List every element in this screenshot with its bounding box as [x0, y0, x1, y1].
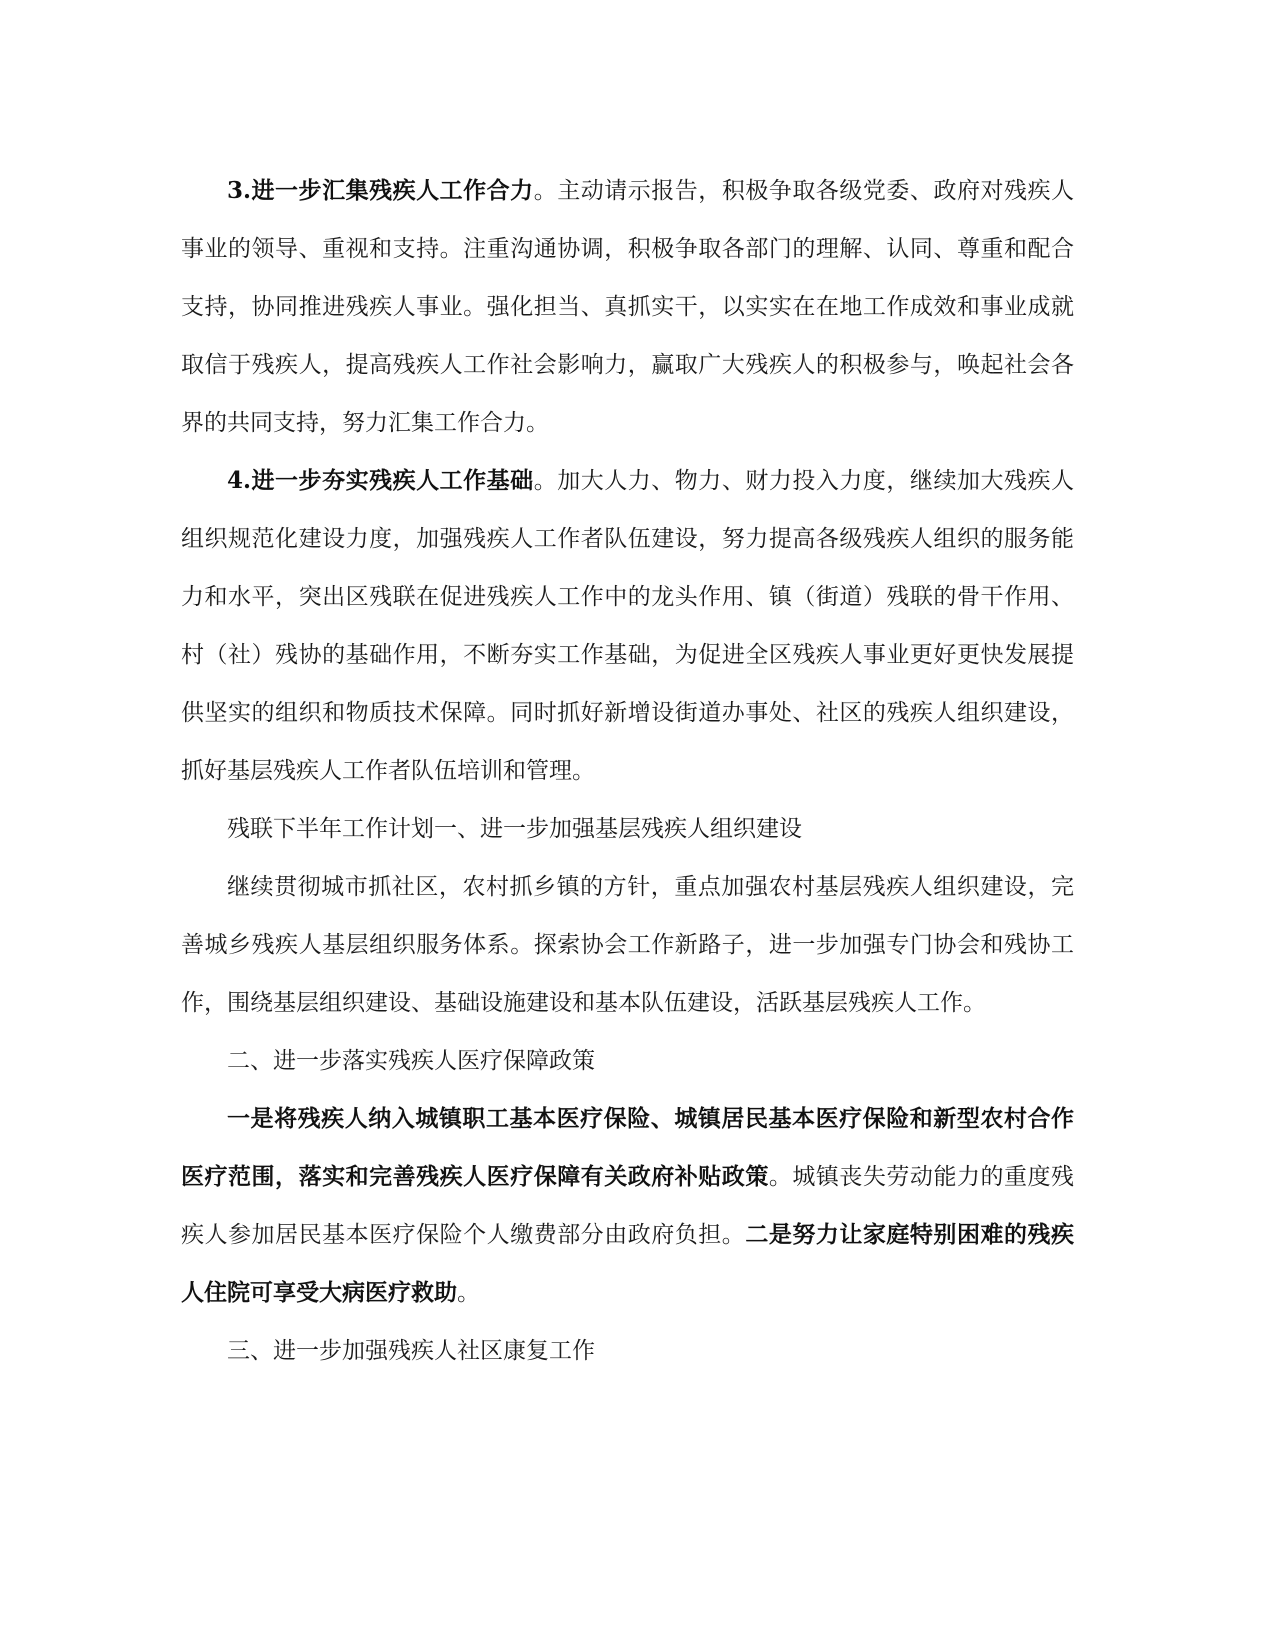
- section-title-3: [181, 1322, 1074, 1380]
- paragraph-text: 。加大人力、物力、财力投入力度，继续加大残疾人组织规范化建设力度，加强残疾人工作者队伍建设，努力提高各级残疾人组织的服务能力和水平，突出区残联在促进残疾人工作中的龙头作用、镇（街道）残联的骨干作用、村（社）残协的基础作用，不断夯实工作基础，为促进全区残疾人事业更好更快发展提供坚实的组织和物质技术保障。同时抓好新增设街道办事处、社区的残疾人组织建设，抓好基层残疾人工作者队伍培训和管理。: [181, 468, 1075, 784]
- section-title-text: 三、进一步加强残疾人社区康复工作: [227, 1338, 595, 1364]
- paragraph-organization: [181, 858, 1074, 1032]
- section-title-1: [181, 800, 1074, 858]
- paragraph-text: 继续贯彻城市抓社区，农村抓乡镇的方针，重点加强农村基层残疾人组织建设，完善城乡残疾人基层组织服务体系。探索协会工作新路子，进一步加强专门协会和残协工作，围绕基层组织建设、基础设施建设和基本队伍建设，活跃基层残疾人工作。: [181, 874, 1074, 1016]
- paragraph-heading: 4.进一步夯实残疾人工作基础: [227, 467, 534, 494]
- paragraph-heading: 3.进一步汇集残疾人工作合力: [227, 177, 534, 204]
- body-text: [181, 162, 1074, 1380]
- paragraph-text: 。城镇丧失劳动能力的重度残疾人参加居民基本医疗保险个人缴费部分由政府负担。: [181, 1164, 1075, 1248]
- paragraph-heading-2: 二是努力让家庭特别困难的残疾人住院可享受大病医疗救助: [181, 1221, 1075, 1306]
- paragraph-3: [181, 162, 1074, 452]
- section-title-text: 二、进一步落实残疾人医疗保障政策: [227, 1048, 595, 1074]
- section-title-text: 残联下半年工作计划一、进一步加强基层残疾人组织建设: [227, 816, 802, 842]
- paragraph-heading: 一是将残疾人纳入城镇职工基本医疗保险、城镇居民基本医疗保险和新型农村合作医疗范围，落实和完善残疾人医疗保障有关政府补贴政策: [181, 1105, 1074, 1190]
- paragraph-text: 。主动请示报告，积极争取各级党委、政府对残疾人事业的领导、重视和支持。注重沟通协调，积极争取各部门的理解、认同、尊重和配合支持，协同推进残疾人事业。强化担当、真抓实干，以实实在在地工作成效和事业成就取信于残疾人，提高残疾人工作社会影响力，赢取广大残疾人的积极参与，唤起社会各界的共同支持，努力汇集工作合力。: [181, 178, 1075, 436]
- paragraph-medical: [181, 1090, 1074, 1322]
- paragraph-text-2: 。: [457, 1280, 480, 1306]
- section-title-2: [181, 1032, 1074, 1090]
- paragraph-4: [181, 452, 1074, 800]
